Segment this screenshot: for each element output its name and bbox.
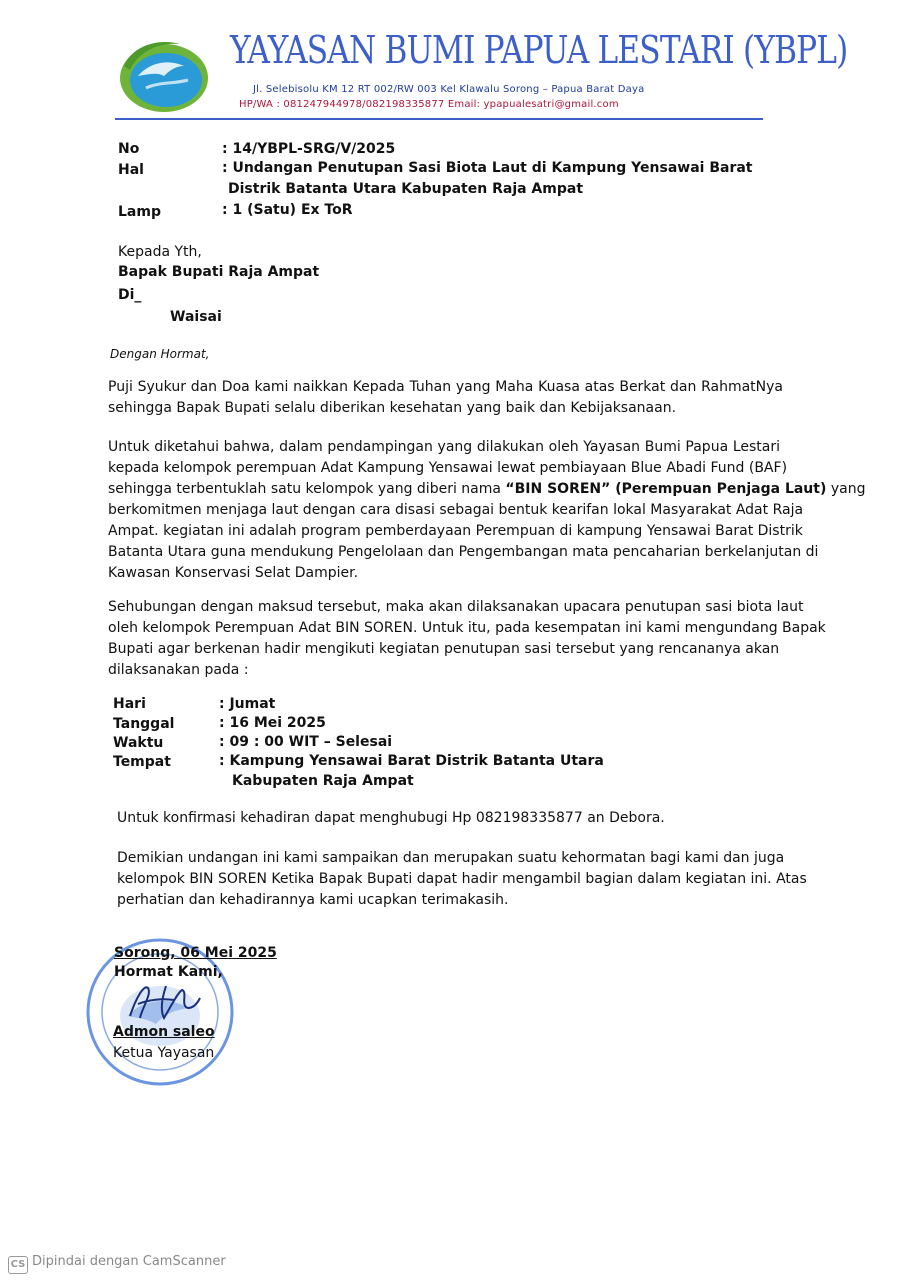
paragraph-1-line: Puji Syukur dan Doa kami naikkan Kepada Tuhan yang Maha Kuasa atas Berkat dan RahmatNya — [108, 379, 783, 395]
org-name: YAYASAN BUMI PAPUA LESTARI (YBPL) — [230, 28, 848, 72]
hari-value: : Jumat — [219, 696, 276, 712]
recipient-line4: Waisai — [170, 309, 222, 325]
signatory-name: Admon saleo — [113, 1024, 215, 1040]
group-name: “BIN SOREN” (Perempuan Penjaga Laut) — [505, 481, 827, 497]
recipient-line1: Kepada Yth, — [118, 244, 202, 260]
paragraph-2-line: Batanta Utara guna mendukung Pengelolaan dan Pengembangan mata pencaharian berkelanjutan di — [108, 544, 819, 560]
waktu-value: : 09 : 00 WIT – Selesai — [219, 734, 393, 750]
paragraph-1 — [108, 377, 783, 419]
recipient-line3: Di_ — [118, 287, 142, 303]
watermark-text: Dipindai dengan CamScanner — [32, 1254, 226, 1269]
confirmation-text: Untuk konfirmasi kehadiran dapat menghubugi Hp 082198335877 an Debora. — [117, 810, 665, 826]
recipient-line2: Bapak Bupati Raja Ampat — [118, 264, 320, 280]
paragraph-2-line: berkomitmen menjaga laut dengan cara disasi sebagai bentuk kearifan lokal Masyarakat Adat Raja — [108, 502, 804, 518]
paragraph-2-line — [108, 479, 866, 500]
paragraph-2-line: Untuk diketahui bahwa, dalam pendampingan yang dilakukan oleh Yayasan Bumi Papua Lestari — [108, 439, 780, 455]
no-value: : 14/YBPL-SRG/V/2025 — [222, 141, 396, 157]
hal-value-line1: : Undangan Penutupan Sasi Biota Laut di Kampung Yensawai Barat — [222, 160, 753, 176]
paragraph-2-text: yang — [826, 481, 866, 497]
org-address: Jl. Selebisolu KM 12 RT 002/RW 003 Kel Klawalu Sorong – Papua Barat Daya — [253, 84, 645, 95]
tempat-value-line1: : Kampung Yensawai Barat Distrik Batanta Utara — [219, 753, 604, 769]
no-label: No — [118, 141, 140, 157]
hal-label: Hal — [118, 162, 144, 178]
paragraph-3-line: oleh kelompok Perempuan Adat BIN SOREN. Untuk itu, pada kesempatan ini kami mengundang Bapak — [108, 620, 826, 636]
closing-paragraph — [117, 848, 807, 911]
ybpl-logo-icon — [118, 36, 210, 114]
waktu-label: Waktu — [113, 735, 164, 751]
closing-line: perhatian dan kehadirannya kami ucapkan terimakasih. — [117, 892, 509, 908]
paragraph-2-line: kepada kelompok perempuan Adat Kampung Yensawai lewat pembiayaan Blue Abadi Fund (BAF) — [108, 460, 788, 476]
paragraph-3 — [108, 597, 826, 681]
hal-value-line2: Distrik Batanta Utara Kabupaten Raja Ampat — [228, 181, 584, 197]
paragraph-3-line: dilaksanakan pada : — [108, 662, 249, 678]
camscanner-icon: CS — [8, 1256, 28, 1274]
paragraph-2-text: sehingga terbentuklah satu kelompok yang diberi nama — [108, 481, 506, 497]
tanggal-label: Tanggal — [113, 716, 175, 732]
closing-line: Demikian undangan ini kami sampaikan dan merupakan suatu kehormatan bagi kami dan juga — [117, 850, 785, 866]
letterhead-divider — [115, 118, 763, 120]
paragraph-3-line: Sehubungan dengan maksud tersebut, maka akan dilaksanakan upacara penutupan sasi biota laut — [108, 599, 804, 615]
hari-label: Hari — [113, 696, 146, 712]
tempat-label: Tempat — [113, 754, 171, 770]
signatory-title: Ketua Yayasan — [113, 1045, 215, 1061]
handwritten-signature-icon — [122, 978, 202, 1024]
lamp-value: : 1 (Satu) Ex ToR — [222, 202, 353, 218]
paragraph-2 — [108, 437, 866, 584]
tanggal-value: : 16 Mei 2025 — [219, 715, 326, 731]
camscanner-watermark — [8, 1254, 226, 1274]
closing-line: kelompok BIN SOREN Ketika Bapak Bupati dapat hadir mengambil bagian dalam kegiatan ini. Atas — [117, 871, 807, 887]
regards-text: Hormat Kami, — [114, 964, 223, 980]
greeting: Dengan Hormat, — [110, 347, 210, 361]
paragraph-3-line: Bupati agar berkenan hadir mengikuti kegiatan penutupan sasi tersebut yang rencananya akan — [108, 641, 780, 657]
paragraph-2-line: Ampat. kegiatan ini adalah program pemberdayaan Perempuan di kampung Yensawai Barat Distrik — [108, 523, 803, 539]
lamp-label: Lamp — [118, 204, 161, 220]
paragraph-2-line: Kawasan Konservasi Selat Dampier. — [108, 565, 359, 581]
tempat-value-line2: Kabupaten Raja Ampat — [232, 773, 414, 789]
place-date: Sorong, 06 Mei 2025 — [114, 945, 277, 961]
paragraph-1-line: sehingga Bapak Bupati selalu diberikan kesehatan yang baik dan Kebijaksanaan. — [108, 400, 677, 416]
org-contact: HP/WA : 081247944978/082198335877 Email: ypapualesatri@gmail.com — [239, 99, 619, 110]
